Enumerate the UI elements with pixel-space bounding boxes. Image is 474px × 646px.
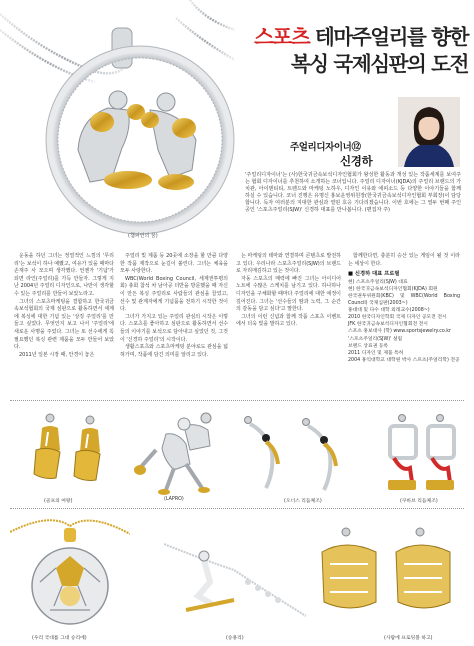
product-photo-gymnast bbox=[236, 412, 354, 496]
profile-item: 스포츠 홍보대사 (학) www.sportsjewelry.co.kr bbox=[348, 329, 451, 335]
divider bbox=[10, 400, 464, 401]
caption-skater: (쿠바브 리듬체조) bbox=[400, 499, 438, 504]
paragraph: 그녀의 스포츠마케팅을 결합하고 한국귀금속보석협회의 국제 심판으로 활동하면서 세계에 복싱에 대한 기념 있는 '상징 주얼리'를 만들고 싶었다. 무엇인지 보고 나서 '주얼리'에 새로운 사명을 주었다. 그녀는 또 선수에게 꼭 필요했던 복싱 관련 제품을 모두 만들어 보았다. bbox=[14, 298, 114, 351]
headline-line-1 bbox=[236, 24, 468, 51]
profile-item: 2010 한국디자인학회 국제 디자인 공모전 전시 bbox=[348, 315, 447, 321]
product-photo-soccer bbox=[10, 512, 130, 632]
headline-line-1-rest: 테마주얼리를 향한 bbox=[309, 25, 468, 49]
profile-item: 2004 홍익대학교 대학원 박사 스포츠(주얼리학) 전공 bbox=[348, 357, 460, 363]
headline-accent: 스포츠 bbox=[254, 25, 310, 49]
paragraph: 운동을 하던 그녀는 정열적인 느낌의 '무리 리'는 보석이 하나 예뻤고, 여유가 있을 때마다 손재주 사 모으며 생각했다. 언젠가 '기념'가 되면 라인(주얼리)를 가득 만들자. 그렇게 지난 2004년 주얼리 디자인으로, 나만이 생각할 수 있는 주얼리를 만들어 보았노라고. bbox=[14, 253, 114, 297]
body-column-1 bbox=[14, 253, 114, 359]
profile-item: 한국권투위원회(KBC) 및 WBC(World Boxing Council) 국제심판(2003~) bbox=[348, 293, 460, 307]
paragraph: WBC(World Boxing Council, 세계권투평의회) 총회 참석 차 남아공 더반을 방문했을 때 자신이 만든 복싱 주얼리로 사람들의 관심을 끌었고, 선수 및 관계자에게 기념품을 전하기 시작한 것이다. bbox=[120, 275, 228, 313]
product-photo-hockey bbox=[316, 522, 466, 624]
profile-title: ■ 신경하 대표 프로필 bbox=[348, 271, 400, 278]
caption-hockey: (사람에 프로팅볼 하고) bbox=[384, 636, 433, 641]
caption-soccer: (우리 국대를 그대 승리에) bbox=[32, 636, 87, 641]
body-column-3 bbox=[236, 253, 341, 329]
paragraph: 생활스포츠와 스포츠마케팅 분야로도 관심을 넓혀가며, 작품에 담긴 의미를 알리고 있다. bbox=[120, 344, 228, 358]
caption-figure: (LAPRO) bbox=[164, 497, 184, 502]
hero-caption: (챔피언의 꿈) bbox=[128, 233, 158, 239]
profile-item: JFK 한국귀금속보석디자인협회전 전시 bbox=[348, 322, 428, 328]
paragraph: 주얼리 빛 제품 등 20곳에 소장을 할 만큼 다양한 작품 제작으로 눈길이 쏠린다. 그녀는 체육을 모두 사랑한다. bbox=[120, 253, 228, 275]
profile-item: 2011 디자인 및 제품 특허 bbox=[348, 350, 404, 356]
paragraph: 그녀의 이런 신념과 함께 작품 스포츠 이벤트에서 더욱 빛을 발하고 있다. bbox=[236, 313, 341, 328]
hero-pendant-photo bbox=[0, 0, 235, 242]
paragraph: 함께한다면, 충분히 승산 있는 게임이 될 것 이라는 세상이 한다. bbox=[348, 253, 460, 267]
profile-item: 브랜드 상표권 등록 bbox=[348, 343, 389, 349]
paragraph: 자동 스포츠의 매력에 빠진 그녀는 아이디어 노트에 수많은 스케치를 남기고 있다. 하나하나 디자인을 구체화할 때마다 주얼리에 대한 애정이 깊어진다. 그녀는 '선수들의 땀과 노력, 그 순간의 감동을 담고 싶다'고 말한다. bbox=[236, 275, 341, 313]
body-column-4 bbox=[348, 253, 460, 364]
profile-item: 홍대대 및 다수 대학 외래교수(2008~) bbox=[348, 308, 430, 314]
product-photo-ski bbox=[164, 530, 306, 626]
series-label: 주얼리디자이너⑫ bbox=[290, 142, 361, 153]
profile-item: '스포츠주얼리(SJW)' 설립 bbox=[348, 336, 403, 342]
paragraph: 그녀가 가지고 있는 주얼리 관심의 시작은 이렇다. 스포츠를 좋아하고 심판으로 활동하면서 선수들의 이야기를 보석으로 담아내고 싶었던 것, 그것이 '신경하 주얼리'의 시작이다. bbox=[120, 313, 228, 343]
caption-ski: (승용리) bbox=[226, 636, 244, 641]
product-photo-skater bbox=[380, 412, 464, 500]
product-photo-figure bbox=[126, 404, 230, 496]
headline-line-2: 복싱 국제심판의 도전 bbox=[290, 52, 468, 76]
paragraph: 2011년 일본 시장 때, 안경이 놓은 bbox=[19, 351, 95, 358]
profile-item: 현) 스포츠주얼리(SJW) 대표 bbox=[348, 279, 408, 285]
paragraph: 는 마케팅의 테마와 연결하며 콘텐츠로 발전하고 있다. 우리나라 스포츠주얼리(SJW)의 브랜드로 자리매김하고 있는 것이다. bbox=[236, 253, 341, 275]
author-portrait bbox=[398, 97, 460, 167]
divider bbox=[10, 508, 464, 509]
product-photo-gloves bbox=[20, 406, 120, 494]
intro-text: '주얼리디자이너'는 (사)한국귀금속보석디자인협회가 왕성한 활동과 개성 있는 작품세계를 보여주는 협회 디자이너를 추천하여 소개하는 코너입니다. 주얼리 디자이너(KJDA)의 주얼리 브랜드의 가치관, 아이덴티티, 트렌드와 마케팅 노하우, 디자인 이유와 에피소드 등 다양한 이야기들을 함께 하실 수 있습니다. 코너 진행은 유명신 홍보운영위원장(한국귀금속보석디자인협회 부회장)이 담당합니다. 독자 여러분의 지대한 관심과 열띤 호응 기다리겠습니다. 이번 호에는 그 열두 번째 주인공인 '스포츠주얼리(SJW)' 신경하 대표를 만나봅니다. (편집자 주) bbox=[245, 172, 462, 214]
caption-gloves: (골프의 여왕) bbox=[44, 499, 73, 504]
headline bbox=[236, 24, 468, 78]
profile-item: 현) 한국귀금속보석디자인협회(KJDA) 회원 bbox=[348, 286, 438, 292]
caption-gymnast: (오너스 리듬체조) bbox=[284, 499, 322, 504]
body-column-2 bbox=[120, 253, 228, 359]
author-name: 신경하 bbox=[340, 154, 373, 168]
